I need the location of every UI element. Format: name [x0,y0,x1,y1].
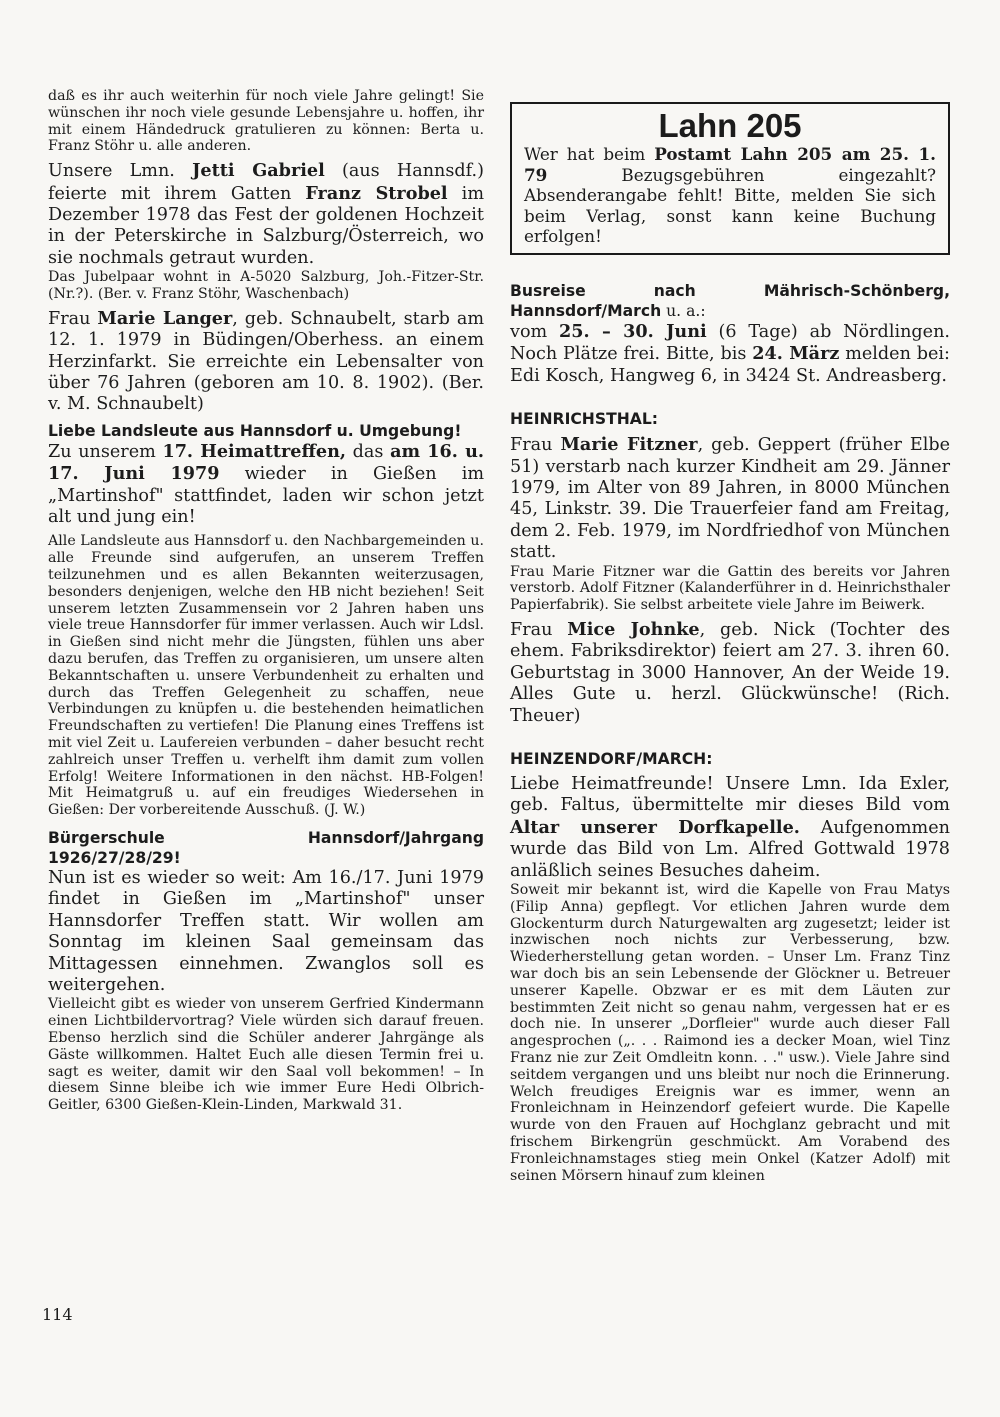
heimattreffen-invitation: Zu unserem 17. Heimattreffen, das am 16. u. 17. Juni 1979 wieder in Gießen im „Martinshof" stattfindet, laden wir schon jetzt alt und jung ein! [48,440,484,528]
heinzendorf-story: Soweit mir bekannt ist, wird die Kapelle von Frau Matys (Filip Anna) gepflegt. Vor etlichen Jahren wurde dem Glockenturm durch Naturgewalten arg zugesetzt; leider ist inzwischen noch nichts zur Verbesserung, bzw. Wiederherstellung getan worden. – Unser Lm. Franz Tinz war doch bis an sein Lebensende der Glöckner u. Betreuer unserer Kapelle. Obzwar er es mit dem Läuten zur bestimmten Zeit nicht so genau nahm, vergessen hat er es doch nie. In unserer „Dorfleier" wurde auch dieser Fall angesprochen („. . . Raimond ies a decker Moan, wiel Tinz Franz nie zur Zeit Omdleitn konn. . ." usw.). Viele Jahre sind seitdem vergangen und uns bleibt nur noch die Erinnerung. Welch freudiges Ereignis war es immer, wenn an Fronleichnam in Heinzendorf gefeiert wurde. Die Kapelle wurde von den Frauen auf Hochglanz gebracht und mit frischem Birkengrün geschmückt. Am Vorabend des Fronleichnamstages stieg mein Onkel (Katzer Adolf) mit seinen Mörsern hinauf zum kleinen [510,882,950,1184]
hannsdorf-heading: Liebe Landsleute aus Hannsdorf u. Umgebung! [48,421,462,440]
birthday-mice-johnke: Frau Mice Johnke, geb. Nick (Tochter des ehem. Fabriksdirektor) feiert am 27. 3. ihren 60. Geburtstag in 3000 Hannover, An der Weide 19. Alles Gute u. herzl. Glückwünsche! (Rich. Theuer) [510,619,950,726]
buergerschule-text: Nun ist es wieder so weit: Am 16./17. Juni 1979 findet in Gießen im „Martinshof" unser Hannsdorfer Treffen statt. Wir wollen am Sonntag im kleinen Saal gemeinsam das Mittagessen einnehmen. Zwanglos soll es weitergehen. [48,868,484,996]
buergerschule-heading: Bürgerschule Hannsdorf/Jahrgang 1926/27/28/29! [48,829,484,868]
busreise-text: vom 25. – 30. Juni (6 Tage) ab Nördlingen. Noch Plätze frei. Bitte, bis 24. März melden bei: Edi Kosch, Hangweg 6, in 3424 St. Andreasberg. [510,320,950,386]
golden-wedding-address: Das Jubelpaar wohnt in A-5020 Salzburg, Joh.-Fitzer-Str. (Nr.?). (Ber. v. Franz Stöhr, Waschenbach) [48,269,484,303]
lahn-205-text: Wer hat beim Postamt Lahn 205 am 25. 1. 79 Bezugsgebühren eingezahlt? Absenderangabe fehlt! Bitte, melden Sie sich beim Verlag, sonst kann keine Buchung erfolgen! [524,144,936,247]
heinzendorf-heading: HEINZENDORF/MARCH: [510,750,713,769]
heinzendorf-intro: Liebe Heimatfreunde! Unsere Lmn. Ida Exler, geb. Faltus, übermittelte mir dieses Bild vom Altar unserer Dorfkapelle. Aufgenommen wurde das Bild von Lm. Alfred Gottwald 1978 anläßlich seines Besuches daheim. [510,774,950,881]
buergerschule-details: Vielleicht gibt es wieder von unserem Gerfried Kindermann einen Lichtbildervortrag? Viele würden sich darauf freuen. Ebenso herzlich sind die Schüler anderer Jahrgänge als Gäste willkommen. Haltet Euch alle diesen Termin frei u. sagt es weiter, damit wir den Saal voll bekommen! – In diesem Sinne bleibe ich wie immer Eure Hedi Olbrich-Geitler, 6300 Gießen-Klein-Linden, Markwald 31. [48,996,484,1114]
marie-fitzner-details: Frau Marie Fitzner war die Gattin des bereits vor Jahren verstorb. Adolf Fitzner (Kalanderführer in d. Heinrichsthaler Papierfabrik). Sie selbst arbeitete viele Jahre im Beiwerk. [510,563,950,614]
page-number: 114 [42,1305,73,1324]
heinrichsthal-heading: HEINRICHSTHAL: [510,410,659,429]
lahn-205-notice-box [510,102,950,255]
lahn-205-title: Lahn 205 [658,107,802,144]
busreise-heading: Busreise nach Mährisch-Schönberg, Hannsdorf/March u. a.: [510,281,950,320]
right-column [510,88,950,1184]
left-column [48,88,484,1114]
heimattreffen-details: Alle Landsleute aus Hannsdorf u. den Nachbargemeinden u. alle Freunde sind aufgerufen, an unserem Treffen teilzunehmen und es allen Bekannten weiterzusagen, besonders denjenigen, welche den HB nicht beziehen! Seit unserem letzten Zusammensein vor 2 Jahren haben uns viele treue Hannsdorfer für immer verlassen. Auch wir Ldsl. in Gießen sind nicht mehr die Jüngsten, fühlen uns aber dazu berufen, das Treffen zu organisieren, um unsere alten Bekanntschaften u. unsere Verbundenheit zu erhalten und durch das Treffen Gelegenheit zu schaffen, neue Verbindungen zu knüpfen u. die bestehenden heimatlichen Freundschaften zu vertiefen! Die Planung eines Treffens ist mit viel Zeit u. Laufereien verbunden – daher besucht recht zahlreich unser Treffen u. verhelft ihm damit zum vollen Erfolg! Weitere Informationen in den nächst. HB-Folgen! Mit Heimatgruß u. auf ein freudiges Wiedersehen in Gießen: Der vorbereitende Ausschuß. (J. W.) [48,533,484,819]
obituary-marie-fitzner: Frau Marie Fitzner, geb. Geppert (früher Elbe 51) verstarb nach kurzer Kindheit am 29. Jänner 1979, im Alter von 89 Jahren, in 8000 München 45, Linkstr. 39. Die Trauerfeier fand am Freitag, dem 2. Feb. 1979, im Nordfriedhof von München statt. [510,434,950,563]
golden-wedding-text: Unsere Lmn. Jetti Gabriel (aus Hannsdf.) feierte mit ihrem Gatten Franz Strobel im Dezember 1978 das Fest der goldenen Hochzeit in der Peterskirche in Salzburg/Österreich, wo sie nochmals getraut wurden. [48,160,485,268]
obituary-marie-langer: Frau Marie Langer, geb. Schnaubelt, starb am 12. 1. 1979 in Büdingen/Oberhess. an einem Herzinfarkt. Sie erreichte ein Lebensalter von über 76 Jahren (geboren am 10. 8. 1902). (Ber. v. M. Schnaubelt) [48,307,484,415]
birthday-greeting-text: daß es ihr auch weiterhin für noch viele Jahre gelingt! Sie wünschen ihr noch viele gesunde Lebensjahre u. hoffen, ihr mit einem Händedruck gratulieren zu können: Berta u. Franz Stöhr u. alle anderen. [48,88,484,155]
